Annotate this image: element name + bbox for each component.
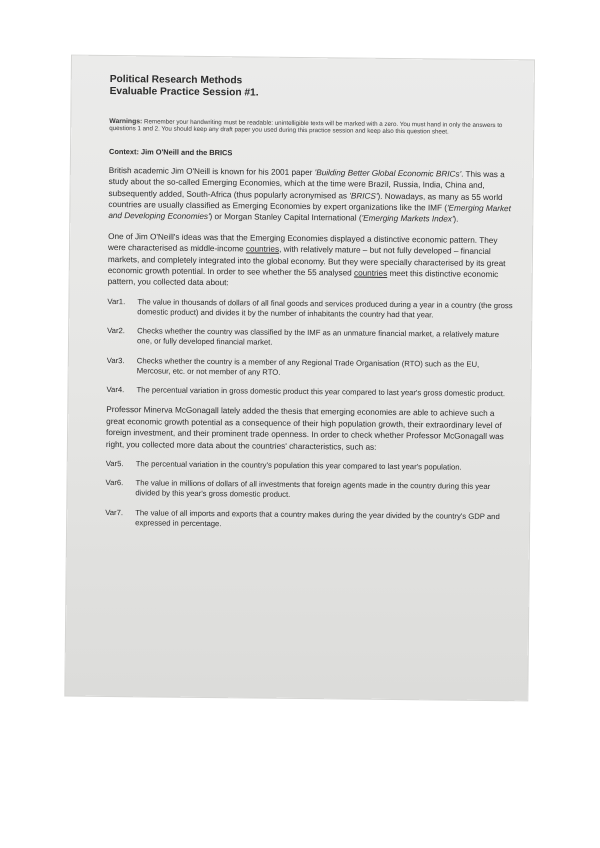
paper-title: 'Building Better Global Economic BRICs' [314, 167, 462, 179]
variable-label: Var2. [107, 326, 125, 336]
paragraph-brics [108, 165, 515, 226]
warnings-note [109, 118, 515, 137]
imf-category: 'Emerging Market and Developing Economies' [108, 203, 511, 222]
variable-description: The value in millions of dollars of all investments that foreign agents made in the country during this year divided by this year's gross domestic product. [135, 478, 491, 500]
para2-text-a: One of Jim O'Neill's ideas was that the Emerging Economies displayed a distinctive economic pattern. They were characterised as middle-income [107, 231, 498, 254]
sheet-content [105, 74, 516, 541]
variable-description: The percentual variation in the country's population this year compared to last year's population. [135, 459, 462, 472]
variable-label: Var7. [105, 507, 124, 517]
variable-item [105, 478, 511, 503]
brics-acronym: 'BRICS' [349, 191, 378, 201]
variable-label: Var6. [105, 478, 124, 488]
variable-label: Var3. [106, 355, 125, 365]
warnings-label: Warnings: [109, 117, 143, 126]
para1-text-d: ) or Morgan Stanley Capital International ( [209, 212, 362, 224]
para2-text-b: , with relatively mature – but not fully developed – financial markets, and completely integrated into the global economy. But they were specially characterised by its great economic growth potential. In order to see whether the [107, 245, 506, 278]
circled-number: 55 [307, 268, 317, 278]
variable-item [107, 356, 513, 381]
variable-label: Var4. [106, 385, 125, 395]
msci-index: 'Emerging Markets Index' [361, 214, 454, 225]
para2-text-c: analysed [316, 268, 355, 278]
para1-text-b: . This was a study about the so-called Emerging Economies, which at the time were Brazil, Russia, India, China and, subsequently added, South-Africa (thus popularly acronymised as [108, 169, 505, 201]
session-title: Evaluable Practice Session #1. [109, 85, 259, 99]
question-sheet [65, 56, 534, 701]
variable-description: Checks whether the country was classified by the IMF as an unmature financial market, a relatively mature one, or fully developed financial market. [136, 326, 500, 348]
variable-label: Var5. [105, 458, 124, 469]
para1-text-e: ). [453, 215, 459, 225]
paragraph-mcgonagall: Professor Minerva McGonagall lately added the thesis that emerging economies are able to achieve such a great economic growth potential as a consequence of their high population growth, their extraordinary level of foreign investment, and their prominent trade openness. In order to check whether Professor McGonagall was right, you collected more data about the countries' characteristics, such as: [105, 405, 504, 452]
variable-description: Checks whether the country is a member of any Regional Trade Organisation (RTO) such as the EU, Mercosur, etc. or not member of any RTO. [136, 355, 480, 377]
variable-item [106, 459, 512, 473]
variable-description: The value of all imports and exports that a country makes during the year divided by the country's GDP and expressed in percentage. [135, 507, 500, 528]
variable-description: The value in thousands of dollars of all final goods and services produced during a year in a country (the gross domestic product) and divides it by the number of inhabitants the country had that year. [137, 297, 513, 320]
course-title: Political Research Methods [109, 73, 243, 87]
variable-item [107, 326, 513, 351]
paragraph-oneill-ideas [108, 231, 515, 292]
variable-description: The percentual variation in gross domestic product this year compared to last year's gross domestic product. [136, 385, 506, 399]
para1-text-c: ). Nowadays, as many as 55 world countries are usually classified as Emerging Economies by expert organizations like the IMF ( [108, 191, 503, 213]
underlined-countries: countries [245, 244, 280, 255]
underlined-countries: countries [353, 268, 388, 278]
variable-item [105, 507, 511, 532]
context-heading: Context: Jim O'Neill and the BRICS [108, 146, 233, 158]
variable-list-b [105, 459, 512, 532]
variable-item [107, 297, 513, 322]
variable-label: Var1. [107, 296, 126, 307]
para1-text-a: British academic Jim O'Neill is known for his 2001 paper [108, 165, 315, 177]
variable-list-a [106, 297, 513, 400]
para2-text-d: meet this distinctive economic pattern, you collected data about: [107, 268, 499, 288]
variable-item [106, 385, 512, 399]
warnings-text: Remember your handwriting must be readable: unintelligible texts will be marked with a zero. You must hand in only the answers to questions 1 and 2. You should keep any draft paper you used during this practice session and keep also this question sheet. [109, 118, 503, 136]
